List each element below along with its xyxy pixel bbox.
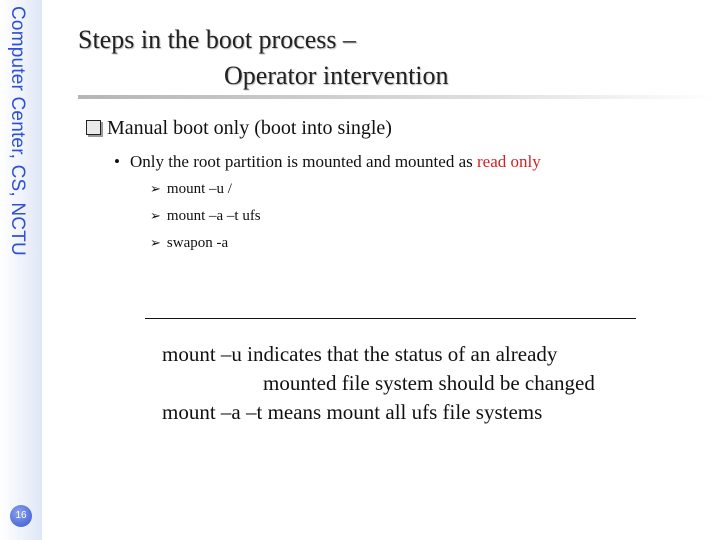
note-divider: [145, 318, 636, 319]
sub-bullet-highlight: read only: [476, 152, 541, 171]
sub-bullet-text: Only the root partition is mounted and mounted as: [129, 152, 477, 171]
note-line-2: mounted file system should be changed: [263, 371, 595, 395]
arrow-bullet-icon: ➢: [150, 209, 161, 224]
page-number: 16: [10, 505, 32, 527]
arrow-bullet-icon: ➢: [150, 182, 161, 197]
sidebar: [0, 0, 42, 540]
command-text: mount –u /: [166, 181, 232, 197]
dot-bullet-icon: •: [114, 152, 120, 171]
note-block: [162, 340, 682, 427]
main-bullet: [86, 117, 392, 140]
command-item: [150, 208, 261, 225]
sidebar-label: Computer Center, CS, NCTU: [7, 6, 28, 256]
sub-bullet: [114, 152, 541, 172]
title-underline: [78, 95, 718, 99]
command-item: [150, 235, 228, 252]
title-line-2: Operator intervention: [224, 61, 449, 90]
main-bullet-text: Manual boot only (boot into single): [107, 117, 392, 139]
command-text: mount –a –t ufs: [166, 208, 261, 224]
command-item: [150, 181, 232, 198]
slide-title: [78, 22, 498, 94]
note-line-3: mount –a –t means mount all ufs file systems: [162, 400, 543, 424]
note-line-1: mount –u indicates that the status of an already: [162, 342, 558, 366]
command-text: swapon -a: [166, 235, 229, 251]
title-line-1: Steps in the boot process –: [78, 25, 357, 54]
arrow-bullet-icon: ➢: [150, 236, 161, 251]
square-bullet-icon: [86, 120, 101, 135]
